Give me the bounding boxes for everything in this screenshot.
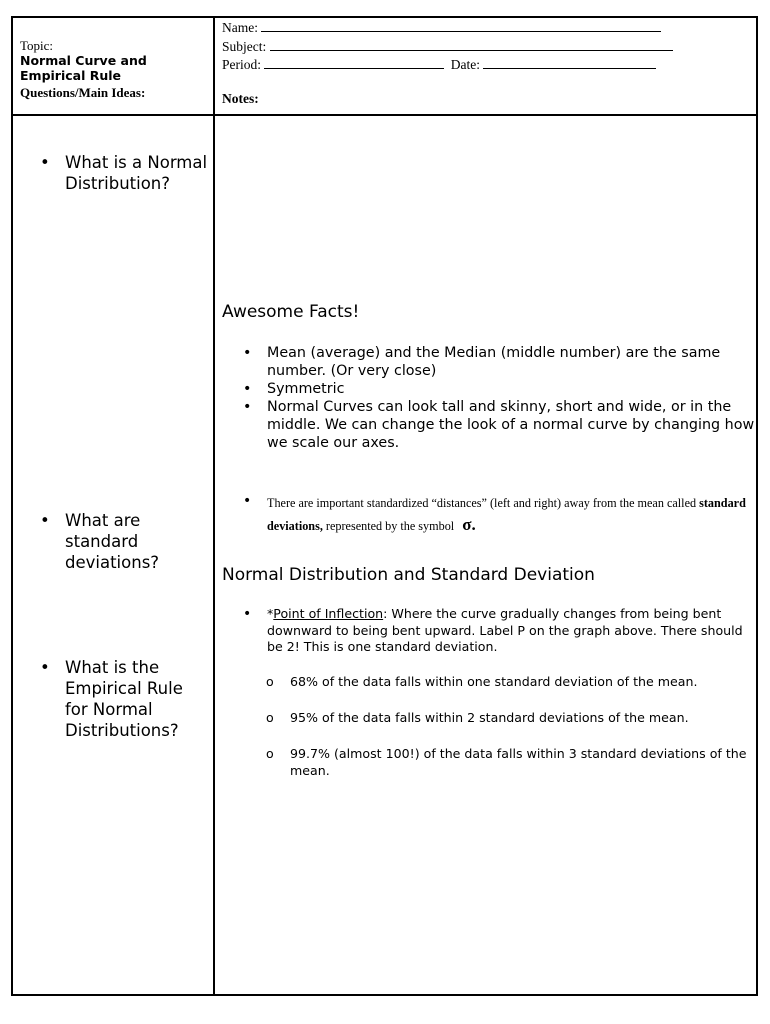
name-blank[interactable] [261, 19, 661, 32]
normal-distribution-heading: Normal Distribution and Standard Deviation [222, 565, 595, 585]
topic-title: Normal Curve and Empirical Rule [20, 53, 147, 83]
fact-text: Symmetric [267, 381, 345, 397]
sd-bold-term: standard deviations, [267, 496, 746, 533]
questions-main-ideas-label: Questions/Main Ideas: [20, 85, 146, 100]
fact-item [243, 398, 755, 452]
poi-description: : Where the curve gradually changes from being bent downward to being bent upward. Label P on the graph above. There should be 2! This is one standard deviation. [267, 606, 743, 654]
question-normal-distribution [40, 152, 208, 218]
question-empirical-rule [40, 657, 205, 745]
empirical-text: 95% of the data falls within 2 standard deviations of the mean. [290, 710, 689, 725]
bullet: • [243, 345, 252, 361]
point-of-inflection-text [267, 606, 757, 656]
question-text: What is the Empirical Rule for Normal Distributions? [65, 658, 183, 740]
fact-text: Mean (average) and the Median (middle number) are the same number. (Or very close) [267, 345, 721, 379]
column-divider [213, 16, 215, 996]
name-label: Name: [222, 20, 258, 35]
empirical-text: 68% of the data falls within one standard deviation of the mean. [290, 674, 698, 689]
question-standard-deviations [40, 510, 205, 576]
fact-item [243, 380, 748, 398]
bullet: • [40, 153, 50, 172]
poi-term: Point of Inflection [273, 606, 384, 621]
bullet: • [243, 493, 252, 509]
subject-line [222, 38, 673, 55]
date-label: Date: [450, 57, 480, 72]
bullet: • [243, 399, 252, 415]
awesome-facts-heading: Awesome Facts! [222, 302, 360, 322]
sub-bullet: o [266, 746, 274, 761]
fact-text: Normal Curves can look tall and skinny, short and wide, or in the middle. We can change the look of a normal curve by changing how we scale our axes. [267, 399, 755, 451]
topic-block [20, 38, 210, 101]
sub-bullet: o [266, 674, 274, 689]
period-blank[interactable] [264, 56, 444, 69]
fact-item [243, 344, 748, 380]
poi-star: * [267, 606, 274, 621]
sd-text-after: represented by the symbol [322, 519, 455, 533]
name-line [222, 19, 661, 36]
topic-label: Topic: [20, 38, 54, 53]
sigma-symbol: σ. [462, 515, 476, 534]
sd-text-before: There are important standardized “distances” (left and right) away from the mean called [267, 496, 700, 510]
notes-label: Notes: [222, 91, 259, 106]
bullet: • [40, 658, 50, 677]
bullet: • [243, 606, 252, 622]
date-blank[interactable] [483, 56, 656, 69]
period-date-line [222, 56, 656, 73]
subject-label: Subject: [222, 39, 267, 54]
header-divider [11, 114, 758, 116]
subject-blank[interactable] [270, 38, 673, 51]
bullet: • [40, 511, 50, 530]
standard-deviation-text [267, 492, 759, 537]
period-label: Period: [222, 57, 261, 72]
sub-bullet: o [266, 710, 274, 725]
empirical-text: 99.7% (almost 100!) of the data falls within 3 standard deviations of the mean. [290, 746, 747, 778]
question-text: What is a Normal Distribution? [65, 153, 208, 193]
bullet: • [243, 381, 252, 397]
question-text: What are standard deviations? [65, 511, 160, 572]
